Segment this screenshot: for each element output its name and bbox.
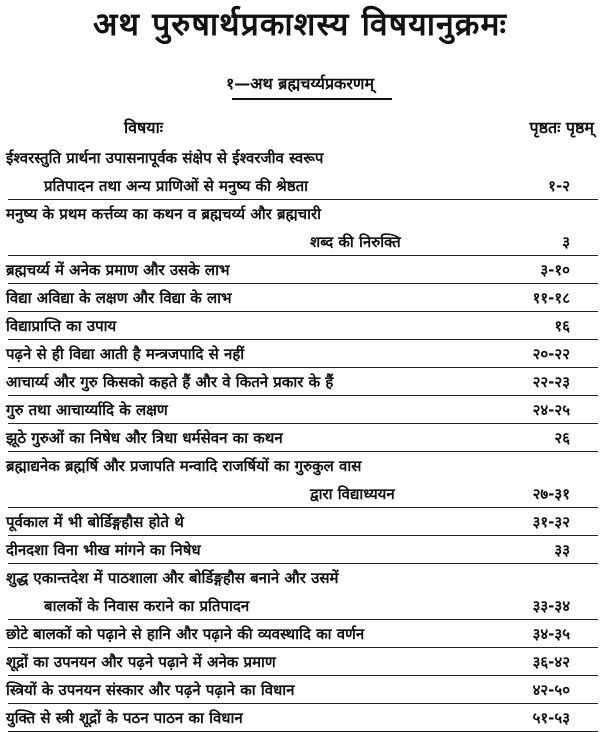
entry-divider: [8, 619, 598, 620]
entry-page-number: ३३: [554, 541, 570, 559]
entry-page-number: ३-१०: [540, 261, 570, 279]
entry-page-number: २२-२३: [532, 373, 570, 391]
entry-page-number: ११-१८: [532, 289, 570, 307]
entry-page-number: २०-२२: [532, 345, 570, 363]
entry-page-number: ४२-५०: [532, 681, 570, 699]
entry-page-number: १६: [554, 317, 570, 335]
entry-page-number: २७-३१: [532, 485, 570, 503]
entry-divider: [8, 339, 598, 340]
entry-subject-continuation: द्वारा विद्याध्ययन: [310, 485, 395, 503]
entry-subject: ब्रह्मचर्य्य में अनेक प्रमाण और उसके लाभ: [6, 261, 230, 279]
entry-divider: [8, 703, 598, 704]
entry-divider: [8, 283, 598, 284]
entry-subject: ईश्वरस्तुति प्रार्थना उपासनापूर्वक संक्षेप से ईश्वरजीव स्वरूप: [6, 149, 324, 167]
entry-subject: शूद्रों का उपनयन और पढ़ने पढ़ाने में अनेक प्रमाण: [6, 653, 276, 671]
entry-page-number: ३४-३५: [532, 625, 570, 643]
entry-subject: ब्रह्माद्यनेक ब्रह्मर्षि और प्रजापति मन्वादि राजर्षियों का गुरुकुल वास: [6, 457, 362, 475]
entry-divider: [8, 507, 598, 508]
column-header-page: पृष्ठतः पृष्ठम्: [529, 118, 594, 137]
entry-subject: विद्या अविद्या के लक्षण और विद्या के लाभ: [6, 289, 232, 307]
entry-divider: [8, 563, 598, 564]
entry-subject: झूठे गुरुओं का निषेध और त्रिधा धर्मसेवन का कथन: [6, 429, 283, 447]
entry-divider: [8, 647, 598, 648]
entry-divider: [8, 675, 598, 676]
entry-subject: मनुष्य के प्रथम कर्त्तव्य का कथन व ब्रह्मचर्य्य और ब्रह्मचारी: [6, 205, 322, 223]
entry-page-number: २४-२५: [532, 401, 570, 419]
entry-subject: स्त्रियों के उपनयन संस्कार और पढ़ने पढ़ाने का विधान: [6, 681, 295, 699]
entry-subject: दीनदशा विना भीख मांगने का निषेध: [6, 541, 201, 559]
entry-divider: [8, 423, 598, 424]
entry-page-number: ३१-३२: [532, 513, 570, 531]
entry-subject: गुरु तथा आचार्य्यादि के लक्षण: [6, 401, 168, 419]
entry-page-number: ३६-४२: [532, 653, 570, 671]
entry-page-number: २६: [554, 429, 570, 447]
entry-subject-continuation: प्रतिपादन तथा अन्य प्राणिओं से मनुष्य की श्रेष्ठता: [44, 177, 309, 195]
entry-divider: [8, 451, 598, 452]
entry-divider: [8, 311, 598, 312]
column-header-subject: विषयाः: [124, 118, 163, 137]
entry-subject-continuation: शब्द की निरुक्ति: [310, 233, 401, 251]
entry-subject: युक्ति से स्त्री शूद्रों के पठन पाठन का विधान: [6, 709, 243, 727]
entry-subject: आचार्य्य और गुरु किसको कहते हैं और वे कितने प्रकार के हैं: [6, 373, 334, 391]
entry-subject-continuation: बालकों के निवास कराने का प्रतिपादन: [44, 597, 250, 615]
entry-divider: [8, 367, 598, 368]
section-underline: [232, 98, 392, 100]
entry-subject: शुद्ध एकान्तदेश में पाठशाला और बोर्डिङ्गहौस बनाने और उसमें: [6, 569, 339, 587]
entry-subject: विद्याप्राप्ति का उपाय: [6, 317, 117, 335]
entry-page-number: ३: [562, 233, 570, 251]
entry-divider: [8, 395, 598, 396]
entry-divider: [8, 199, 598, 200]
entry-divider: [8, 255, 598, 256]
entry-page-number: ३३-३४: [532, 597, 570, 615]
entry-subject: पढ़ने से ही विद्या आती है मन्त्रजपादि से नहीं: [6, 345, 245, 363]
entry-page-number: ५१-५३: [532, 709, 570, 727]
page-title: अथ पुरुषार्थप्रकाशस्य विषयानुक्रमः: [93, 5, 507, 43]
section-heading: १—अथ ब्रह्मचर्य्यप्रकरणम्: [225, 74, 375, 93]
entry-divider: [8, 535, 598, 536]
entry-page-number: १-२: [548, 177, 570, 195]
entry-subject: पूर्वकाल में भी बोर्डिङ्गहौस होते थे: [6, 513, 184, 531]
entry-subject: छोटे बालकों को पढ़ाने से हानि और पढ़ाने की व्यवस्थादि का वर्णन: [6, 625, 365, 643]
